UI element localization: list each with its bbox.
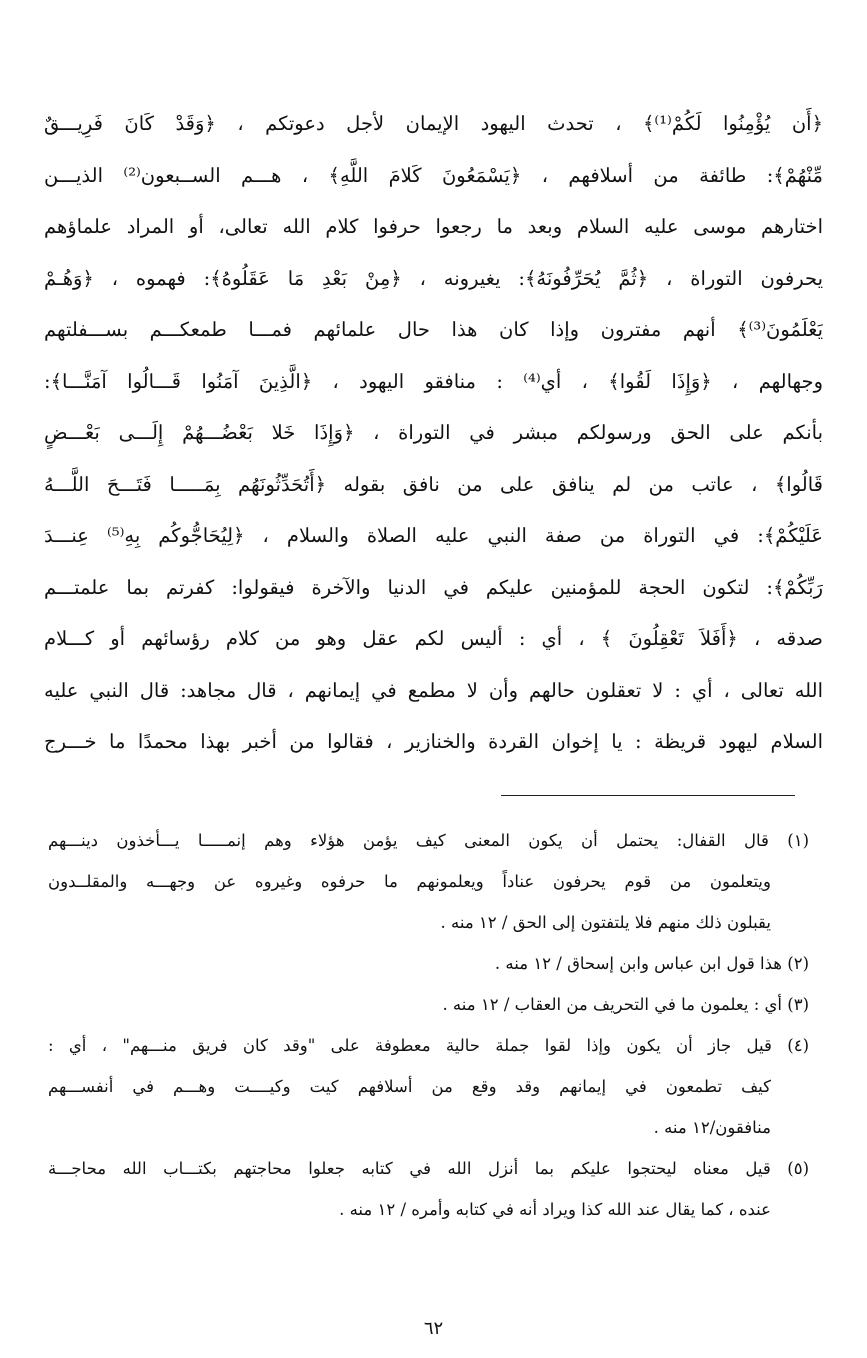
text-line: قَالُوا﴾ ، عاتب من لم ينافق على من نافق بقوله ﴿أَتُحَدِّثُونَهُم بِمَـــــا فَتَـــحَ اللَّـــهُ bbox=[44, 472, 823, 496]
footnote-1 bbox=[48, 820, 809, 943]
text-line: وجهالهم ، ﴿وَإِذَا لَقُوا﴾ ، أي⁽⁴⁾ : منافقو اليهود ، ﴿الَّذِينَ آمَنُوا قَـــالُوا آمَنَّـــا﴾: bbox=[44, 369, 823, 393]
text-line: يحرفون التوراة ، ﴿ثُمَّ يُحَرِّفُونَهُ﴾: يغيرونه ، ﴿مِنْ بَعْدِ مَا عَقَلُوهُ﴾: فهموه ، ﴿وَهُـمْ bbox=[44, 266, 823, 290]
text-line: مِّنْهُمْ﴾: طائفة من أسلافهم ، ﴿يَسْمَعُونَ كَلامَ اللَّهِ﴾ ، هـــم الســبعون⁽²⁾ الذيـــن bbox=[44, 163, 823, 187]
text-line: ﴿أَن يُؤْمِنُوا لَكُمْ⁽¹⁾﴾ ، تحدث اليهود الإيمان لأجل دعوتكم ، ﴿وَقَدْ كَانَ فَرِيـــقٌ bbox=[44, 112, 823, 135]
footnote-line: (٤) قيل جاز أن يكون وإذا لقوا جملة حالية معطوفة على "وقد كان فريق منـــهم" ، أي : bbox=[48, 1036, 809, 1055]
footnote-3 bbox=[48, 984, 809, 1025]
footnote-2 bbox=[48, 943, 809, 984]
footnotes bbox=[48, 820, 809, 1230]
text-line: عَلَيْكُمْ﴾: في التوراة من صفة النبي عليه الصلاة والسلام ، ﴿لِيُحَاجُّوكُم بِهِ⁽⁵⁾ عِنـــدَ bbox=[44, 524, 823, 547]
footnote-line: (٣) أي : يعلمون ما في التحريف من العقاب / ١٢ منه . bbox=[442, 995, 809, 1014]
footnote-line: (١) قال القفال: يحتمل أن يكون المعنى كيف يؤمن هؤلاء وهم إنمـــــا يـــأخذون دينـــهم bbox=[48, 831, 809, 850]
footnote-line: ويتعلمون من قوم يحرفون عناداً ويعلمونهم ما حرفوه وغيروه عن وجهـــه والمقلــدون bbox=[48, 872, 771, 891]
footnote-separator bbox=[501, 795, 795, 796]
footnote-5 bbox=[48, 1148, 809, 1230]
footnote-line: منافقون/١٢ منه . bbox=[653, 1118, 771, 1137]
text-line: رَبِّكُمْ﴾: لتكون الحجة للمؤمنين عليكم في الدنيا والآخرة فيقولوا: كفرتم بما علمتـــم bbox=[44, 575, 823, 599]
page-number: ٦٢ bbox=[423, 1318, 444, 1339]
footnote-line: (٢) هذا قول ابن عباس وابن إسحاق / ١٢ منه . bbox=[494, 954, 809, 973]
text-line: اختارهم موسى عليه السلام وبعد ما رجعوا حرفوا كلام الله تعالى، أو المراد علماؤهم bbox=[44, 215, 823, 238]
main-text bbox=[44, 98, 823, 768]
text-line: السلام ليهود قريظة : يا إخوان القردة والخنازير ، فقالوا من أخبر بهذا محمدًا ما خـــرج bbox=[44, 730, 823, 753]
footnote-4 bbox=[48, 1025, 809, 1148]
text-line: يَعْلَمُونَ⁽³⁾﴾ أنهم مفترون وإذا كان هذا حال علمائهم فمـــا طمعكـــم بســـفلتهم bbox=[44, 318, 823, 341]
footnote-line: يقبلون ذلك منهم فلا يلتفتون إلى الحق / ١٢ منه . bbox=[440, 913, 771, 932]
text-line: صدقه ، ﴿أَفَلاَ تَعْقِلُونَ ﴾ ، أي : أليس لكم عقل وهو من كلام رؤسائهم أو كـــلام bbox=[44, 627, 823, 650]
text-line: الله تعالى ، أي : لا تعقلون حالهم وأن لا مطمع في إيمانهم ، قال مجاهد: قال النبي عليه bbox=[44, 678, 823, 702]
footnote-line: كيف تطمعون في إيمانهم وقد وقع من أسلافهم كيت وكيــــت وهـــم في أنفســـهم bbox=[48, 1077, 771, 1096]
footnote-line: عنده ، كما يقال عند الله كذا ويراد أنه في كتابه وأمره / ١٢ منه . bbox=[339, 1200, 771, 1219]
text-line: بأنكم على الحق ورسولكم مبشر في التوراة ، ﴿وَإِذَا خَلا بَعْضُـــهُمْ إِلَـــى بَعْـــضٍ bbox=[44, 421, 823, 444]
footnote-line: (٥) قيل معناه ليحتجوا عليكم بما أنزل الله في كتابه جعلوا محاجتهم بكتـــاب الله محاجـــة bbox=[48, 1159, 809, 1178]
